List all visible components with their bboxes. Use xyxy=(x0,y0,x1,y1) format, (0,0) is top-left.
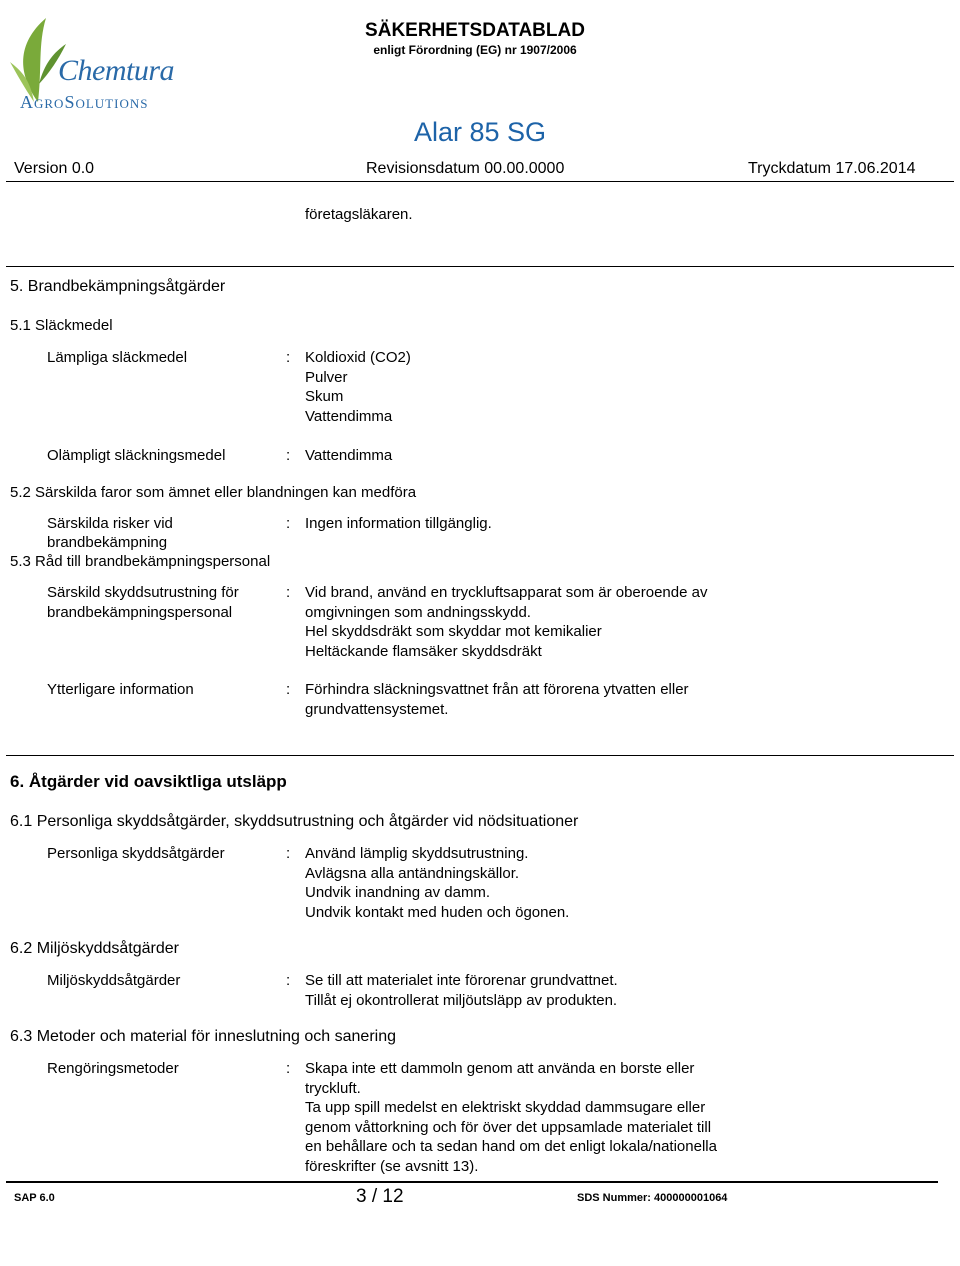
value-line: Heltäckande flamsäker skyddsdräkt xyxy=(305,642,542,660)
colon: : xyxy=(286,972,291,989)
regulation-text: enligt Förordning (EG) nr 1907/2006 xyxy=(373,43,577,57)
section-5-3-title: 5.3 Råd till brandbekämpningspersonal xyxy=(10,553,271,570)
value-line: Skapa inte ett dammoln genom att använda en borste eller xyxy=(305,1060,695,1077)
value-line: Undvik kontakt med huden och ögonen. xyxy=(305,903,570,921)
section-6-3-title: 6.3 Metoder och material för inneslutning och sanering xyxy=(10,1028,396,1045)
value-line: Undvik inandning av damm. xyxy=(305,884,491,901)
section-6-1-title: 6.1 Personliga skyddsåtgärder, skyddsutrustning och åtgärder vid nödsituationer xyxy=(10,813,579,830)
value-line: Avlägsna alla antändningskällor. xyxy=(305,864,520,882)
personal-precautions-values xyxy=(305,844,569,922)
value-line: Koldioxid (CO2) xyxy=(305,349,411,366)
personal-precautions-label: Personliga skyddsåtgärder xyxy=(47,845,225,862)
suitable-media-values xyxy=(305,348,411,426)
footer-sap: SAP 6.0 xyxy=(14,1192,55,1204)
section-6-title: 6. Åtgärder vid oavsiktliga utsläpp xyxy=(10,772,287,791)
protective-equipment-values xyxy=(305,583,707,661)
sds-number: SDS Nummer: 400000001064 xyxy=(577,1192,728,1204)
environmental-precautions-values xyxy=(305,971,618,1010)
print-date: Tryckdatum 17.06.2014 xyxy=(748,160,916,177)
label-line: Särskilda risker vid xyxy=(47,515,173,532)
cleaning-methods-label: Rengöringsmetoder xyxy=(47,1060,179,1077)
colon: : xyxy=(286,349,291,366)
version: Version 0.0 xyxy=(14,160,95,177)
product-name: Alar 85 SG xyxy=(413,117,547,147)
logo-subtitle: AgroSolutions xyxy=(20,92,149,112)
value-line: Förhindra släckningsvattnet från att förorena ytvatten eller xyxy=(305,681,689,698)
cleaning-methods-values xyxy=(305,1059,717,1176)
colon: : xyxy=(286,1060,291,1077)
unsuitable-media-value: Vattendimma xyxy=(305,447,393,464)
section-rule xyxy=(6,755,954,756)
value-line: Använd lämplig skyddsutrustning. xyxy=(305,845,529,862)
page-number: 3 / 12 xyxy=(356,1186,404,1207)
colon: : xyxy=(286,584,291,601)
value-line: tryckluft. xyxy=(305,1079,361,1097)
value-line: omgivningen som andningsskydd. xyxy=(305,603,531,621)
further-info-label: Ytterligare information xyxy=(47,681,194,698)
protective-equipment-label xyxy=(47,583,239,622)
section-6-2-title: 6.2 Miljöskyddsåtgärder xyxy=(10,940,179,957)
colon: : xyxy=(286,845,291,862)
unsuitable-media-label: Olämpligt släckningsmedel xyxy=(47,447,226,464)
section-rule xyxy=(6,266,954,267)
value-line: Vattendimma xyxy=(305,407,393,425)
suitable-media-label: Lämpliga släckmedel xyxy=(47,349,188,366)
logo-wordmark: Chemtura xyxy=(58,54,174,87)
label-line: brandbekämpning xyxy=(47,534,168,551)
section-5-1-title: 5.1 Släckmedel xyxy=(10,317,113,334)
environmental-precautions-label: Miljöskyddsåtgärder xyxy=(47,972,181,989)
value-line: Tillåt ej okontrollerat miljöutsläpp av produkten. xyxy=(305,991,618,1009)
colon: : xyxy=(286,515,291,532)
header-rule xyxy=(6,181,954,182)
value-line: Vid brand, använd en tryckluftsapparat som är oberoende av xyxy=(305,584,708,601)
colon: : xyxy=(286,447,291,464)
value-line: Skum xyxy=(305,388,344,405)
special-risks-label xyxy=(47,514,173,552)
document-title: SÄKERHETSDATABLAD xyxy=(365,20,585,41)
label-line: brandbekämpningspersonal xyxy=(47,603,233,621)
further-info-values xyxy=(305,680,689,719)
value-line: Ta upp spill medelst en elektriskt skyddad dammsugare eller xyxy=(305,1099,706,1116)
intro-text: företagsläkaren. xyxy=(305,206,413,223)
value-line: Pulver xyxy=(305,368,348,386)
colon: : xyxy=(286,681,291,698)
section-5-title: 5. Brandbekämpningsåtgärder xyxy=(10,278,226,295)
value-line: föreskrifter (se avsnitt 13). xyxy=(305,1157,479,1175)
value-line: en behållare och ta sedan hand om det enligt lokala/nationella xyxy=(305,1138,717,1155)
footer-rule xyxy=(6,1181,938,1183)
section-5-2-title: 5.2 Särskilda faror som ämnet eller blandningen kan medföra xyxy=(10,484,417,501)
special-risks-value: Ingen information tillgänglig. xyxy=(305,515,492,532)
label-line: Särskild skyddsutrustning för xyxy=(47,584,239,601)
revision-date: Revisionsdatum 00.00.0000 xyxy=(366,160,565,177)
value-line: Se till att materialet inte förorenar grundvattnet. xyxy=(305,972,618,989)
value-line: grundvattensystemet. xyxy=(305,700,449,718)
value-line: genom våttorkning och för över det uppsamlade materialet till xyxy=(305,1118,712,1136)
value-line: Hel skyddsdräkt som skyddar mot kemikalier xyxy=(305,623,602,640)
